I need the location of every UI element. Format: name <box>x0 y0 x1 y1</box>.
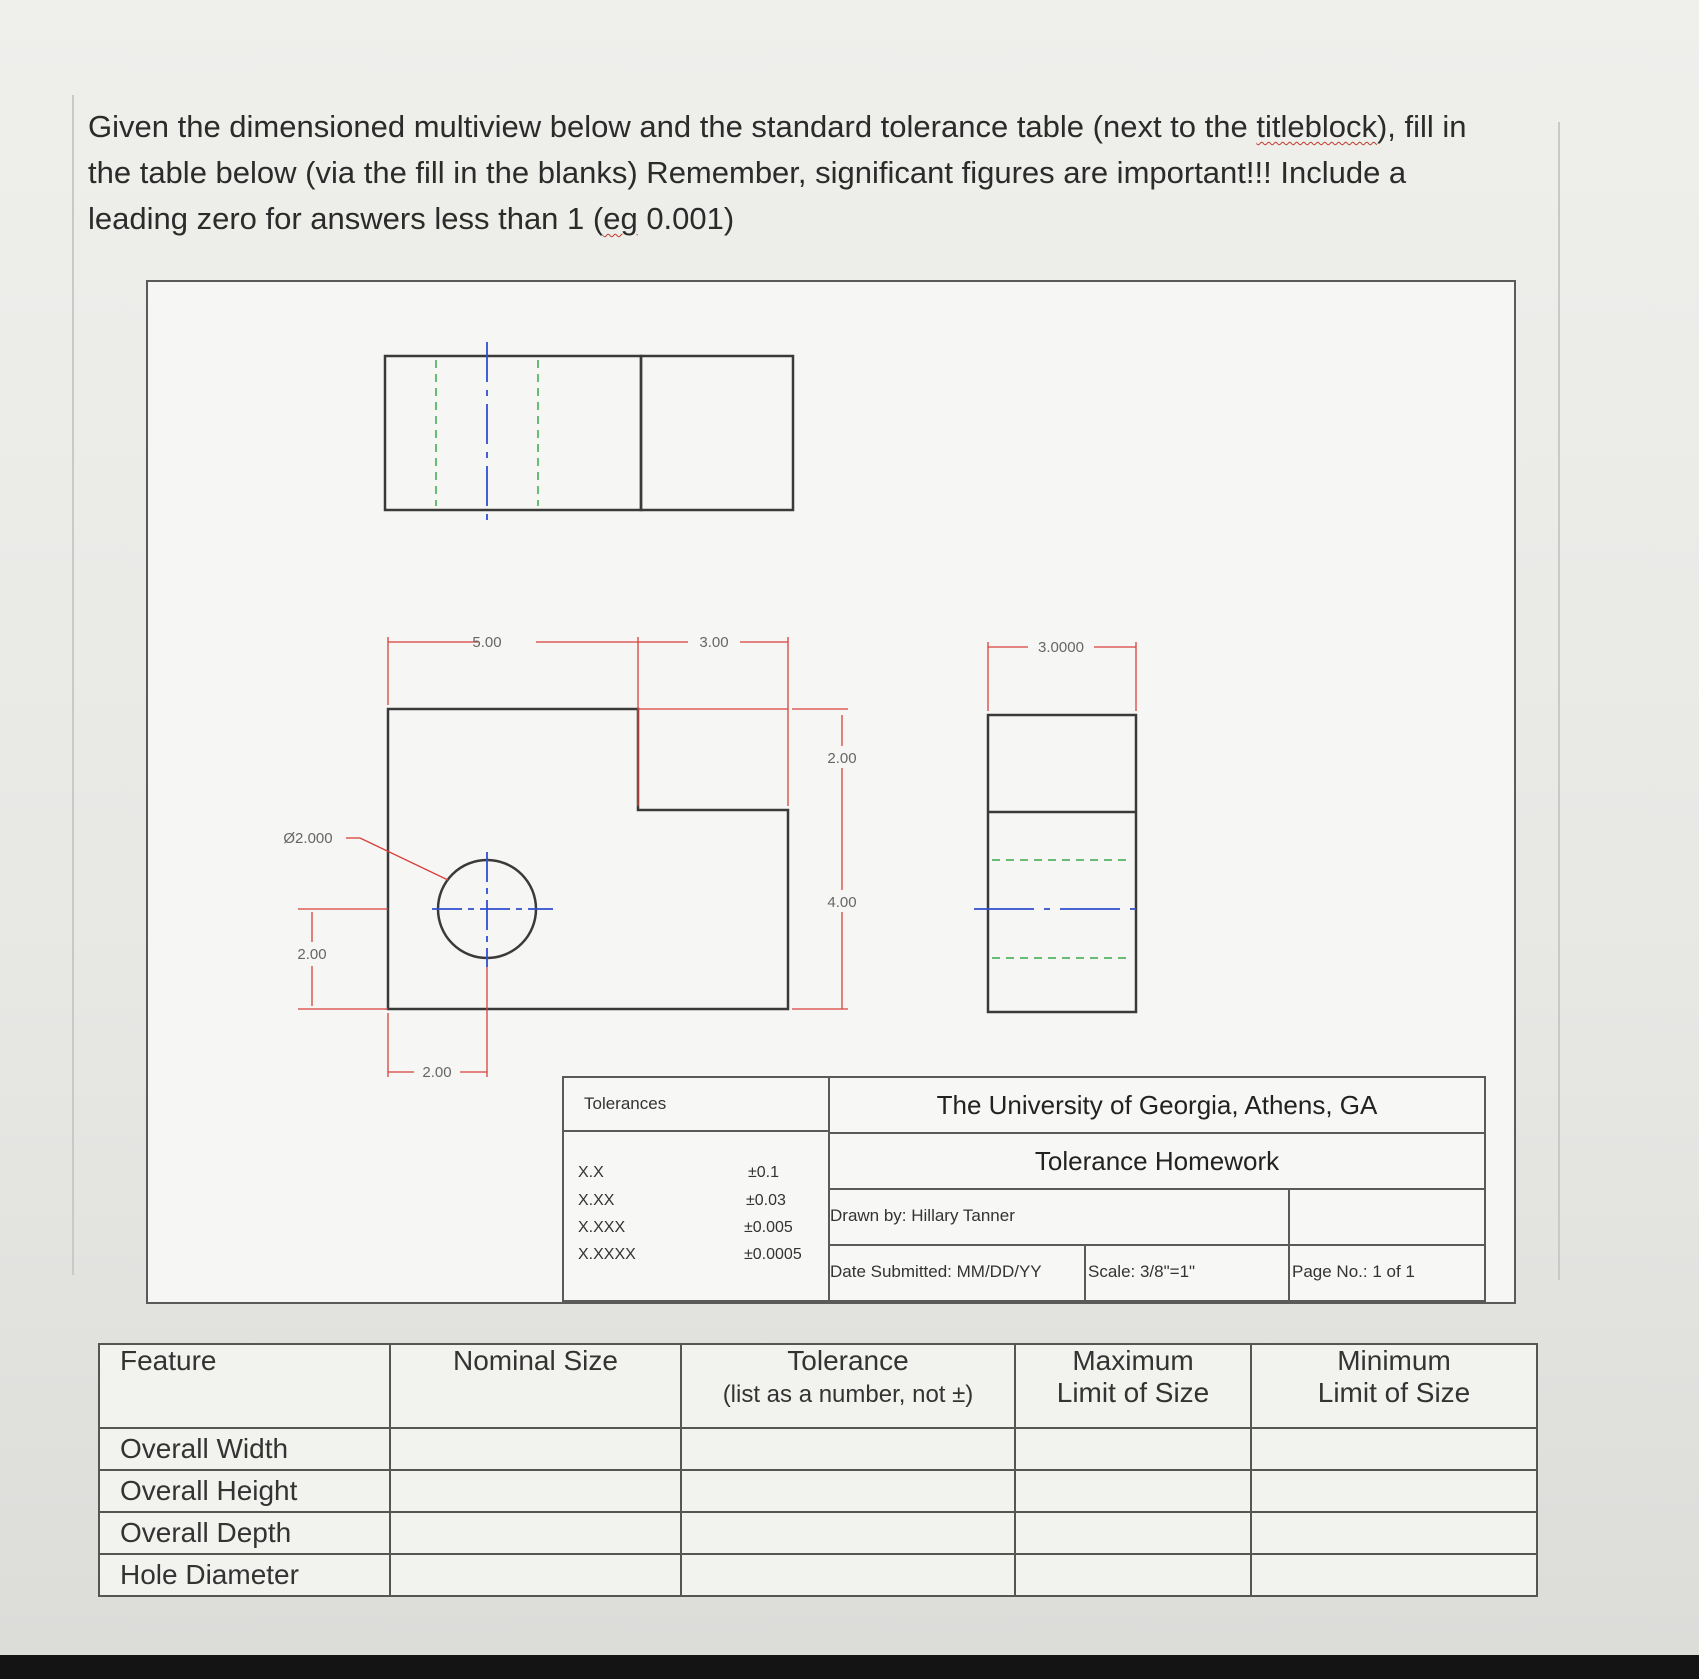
tolerance-value: ±0.0005 <box>744 1246 802 1263</box>
table-row <box>99 1554 1537 1596</box>
col-minimum-limit: Minimum Limit of Size <box>1251 1344 1537 1428</box>
tolerance-value: ±0.1 <box>748 1164 780 1181</box>
side-view-outline <box>988 715 1136 1012</box>
col-nominal-size: Nominal Size <box>390 1344 681 1428</box>
front-view <box>388 709 788 1009</box>
max-limit-blank[interactable] <box>1015 1554 1251 1596</box>
tolerance-blank[interactable] <box>681 1512 1015 1554</box>
dim-overall-height: 4.00 <box>827 894 857 911</box>
dim-width-left: 5.00 <box>472 634 502 651</box>
dim-notch-height: 2.00 <box>827 750 857 767</box>
tolerance-format: X.X <box>578 1164 604 1181</box>
instructions-line-1: Given the dimensioned multiview below and the standard tolerance table (next to the titleblock), fill in <box>88 109 1467 144</box>
front-view-outline <box>388 709 788 1009</box>
scale: Scale: 3/8"=1" <box>1088 1262 1196 1281</box>
bottom-bezel <box>0 1655 1699 1679</box>
max-limit-blank[interactable] <box>1015 1512 1251 1554</box>
table-row <box>99 1512 1537 1554</box>
dim-depth: 3.0000 <box>1038 639 1084 656</box>
margin-line-right <box>1558 122 1560 1280</box>
min-limit-blank[interactable] <box>1251 1470 1537 1512</box>
col-feature: Feature <box>99 1344 390 1428</box>
nominal-size-blank[interactable] <box>390 1428 681 1470</box>
dim-width-right: 3.00 <box>699 634 729 651</box>
front-view-dimensions <box>283 634 856 1081</box>
tolerance-value: ±0.005 <box>744 1219 793 1236</box>
dim-hole-height: 2.00 <box>297 946 327 963</box>
table-row <box>99 1470 1537 1512</box>
feature-cell: Overall Width <box>99 1428 390 1470</box>
margin-line-left <box>72 95 74 1275</box>
top-view <box>385 342 793 522</box>
max-limit-blank[interactable] <box>1015 1428 1251 1470</box>
feature-cell: Overall Depth <box>99 1512 390 1554</box>
nominal-size-blank[interactable] <box>390 1512 681 1554</box>
tolerance-blank[interactable] <box>681 1470 1015 1512</box>
nominal-size-blank[interactable] <box>390 1470 681 1512</box>
min-limit-blank[interactable] <box>1251 1428 1537 1470</box>
table-row <box>99 1428 1537 1470</box>
instructions <box>88 104 1568 242</box>
page-number: Page No.: 1 of 1 <box>1292 1262 1415 1281</box>
instructions-line-2: the table below (via the fill in the blanks) Remember, significant figures are important!!! Include a <box>88 155 1407 190</box>
tolerance-format: X.XXXX <box>578 1246 636 1263</box>
min-limit-blank[interactable] <box>1251 1512 1537 1554</box>
answer-table <box>98 1343 1538 1597</box>
drawing-sheet <box>146 280 1516 1304</box>
table-header-row <box>99 1344 1537 1428</box>
university-name: The University of Georgia, Athens, GA <box>936 1090 1378 1120</box>
feature-cell: Hole Diameter <box>99 1554 390 1596</box>
tolerance-blank[interactable] <box>681 1554 1015 1596</box>
min-limit-blank[interactable] <box>1251 1554 1537 1596</box>
col-maximum-limit: Maximum Limit of Size <box>1015 1344 1251 1428</box>
tolerance-format: X.XX <box>578 1192 615 1209</box>
tolerance-blank[interactable] <box>681 1428 1015 1470</box>
spellcheck-word: titleblock <box>1256 109 1377 144</box>
dim-hole-offset: 2.00 <box>422 1064 452 1081</box>
feature-cell: Overall Height <box>99 1470 390 1512</box>
top-view-left-block <box>385 356 641 510</box>
dim-hole-diameter: Ø2.000 <box>283 830 333 847</box>
date-submitted: Date Submitted: MM/DD/YY <box>830 1262 1042 1281</box>
top-view-right-block <box>641 356 793 510</box>
instructions-line-3: leading zero for answers less than 1 (eg 0.001) <box>88 201 735 236</box>
col-tolerance: Tolerance (list as a number, not ±) <box>681 1344 1015 1428</box>
empty-cell <box>1288 1188 1486 1246</box>
tolerance-value: ±0.03 <box>746 1192 786 1209</box>
tolerance-format: X.XXX <box>578 1219 626 1236</box>
side-view <box>974 639 1146 1012</box>
spellcheck-word: eg <box>603 201 638 236</box>
drawing-title: Tolerance Homework <box>1034 1146 1280 1176</box>
max-limit-blank[interactable] <box>1015 1470 1251 1512</box>
tolerances-header: Tolerances <box>584 1094 667 1113</box>
nominal-size-blank[interactable] <box>390 1554 681 1596</box>
drawn-by: Drawn by: Hillary Tanner <box>830 1206 1015 1225</box>
